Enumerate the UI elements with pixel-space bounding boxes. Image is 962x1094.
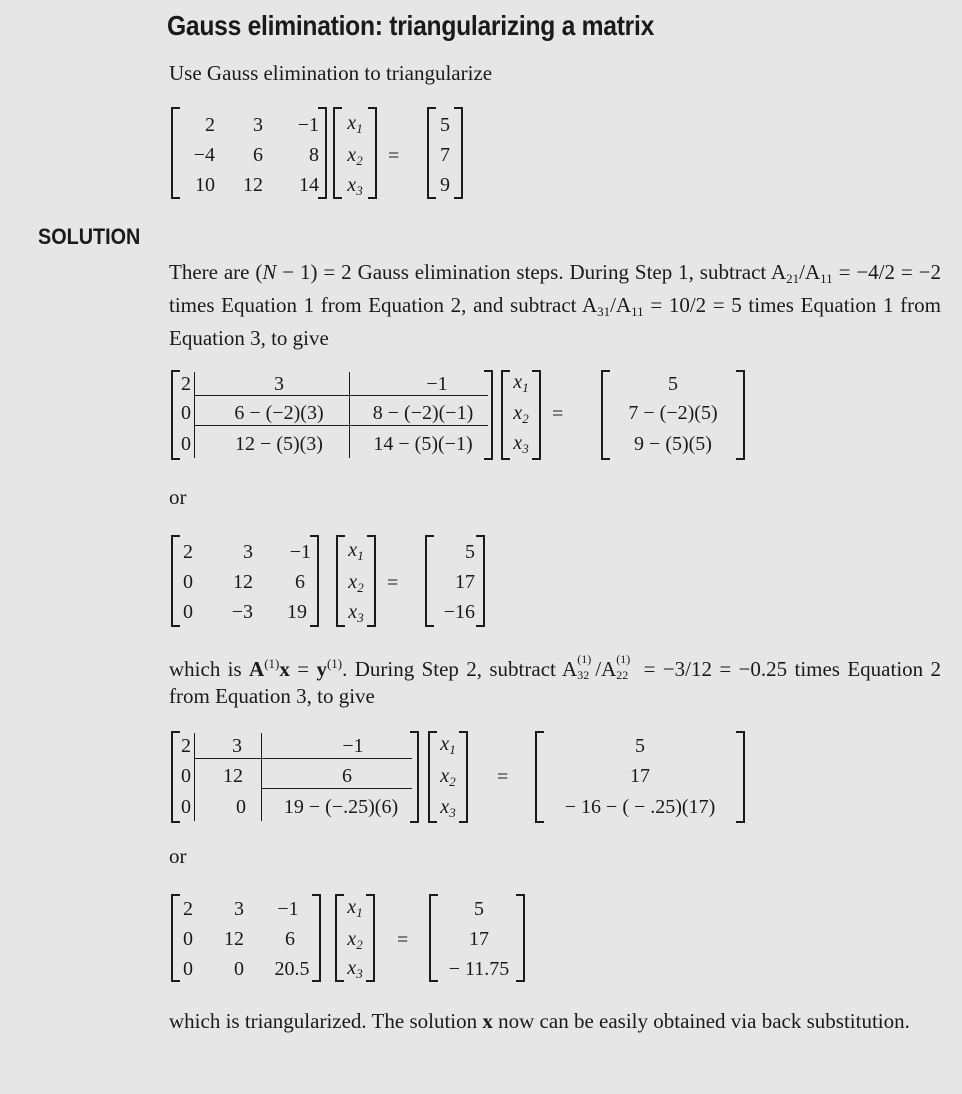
var-x3: $x_3$	[513, 432, 529, 456]
equation-step1-expanded	[171, 370, 751, 460]
vector-cell: −16	[443, 601, 475, 623]
equals-sign: =	[497, 766, 509, 788]
vector-b	[427, 107, 463, 199]
matrix-a	[171, 107, 327, 199]
matrix-a	[171, 370, 493, 460]
vector-x	[335, 894, 375, 982]
var-x3: $x_3$	[440, 796, 456, 820]
matrix-cell: 12	[223, 765, 243, 787]
paragraph-conclusion: which is triangularized. The solution x now can be easily obtained via back substitution.	[169, 1009, 910, 1033]
matrix-cell: 0	[183, 571, 193, 593]
vector-x	[333, 107, 377, 199]
vector-cell: 5	[668, 373, 678, 395]
equals-sign: =	[397, 929, 409, 951]
matrix-cell: 6	[295, 571, 305, 593]
matrix-cell: 14	[299, 174, 319, 196]
vector-cell: 17	[630, 765, 650, 787]
vector-cell: 7	[440, 144, 450, 166]
matrix-cell: −3	[231, 601, 253, 623]
matrix-cell: 8 − (−2)(−1)	[372, 402, 474, 424]
matrix-cell: 19 − (−.25)(6)	[283, 796, 399, 818]
var-x3: $x_3$	[347, 957, 363, 981]
var-x3: $x_3$	[347, 174, 363, 198]
matrix-cell: 0	[234, 958, 244, 980]
vector-cell: 9 − (5)(5)	[634, 433, 712, 455]
vector-cell: 7 − (−2)(5)	[628, 402, 718, 424]
matrix-cell: 0	[183, 601, 193, 623]
equals-sign: =	[387, 572, 399, 594]
matrix-cell: 0	[183, 958, 193, 980]
vector-cell: 5	[635, 735, 645, 757]
equals-sign: =	[388, 145, 400, 167]
matrix-cell: 8	[309, 144, 319, 166]
matrix-cell: −1	[342, 735, 364, 757]
equation-step1-result	[171, 535, 491, 627]
vector-b	[425, 535, 485, 627]
matrix-cell: −1	[289, 541, 311, 563]
matrix-cell: −1	[297, 114, 319, 136]
vector-cell: − 16 − ( − .25)(17)	[564, 796, 716, 818]
matrix-cell: 3	[234, 898, 244, 920]
matrix-cell: 3	[232, 735, 242, 757]
vector-x	[336, 535, 376, 627]
matrix-cell: 0	[236, 796, 246, 818]
matrix-cell: 20.5	[274, 958, 310, 980]
matrix-cell: 0	[181, 402, 191, 424]
matrix-cell: 12	[233, 571, 253, 593]
matrix-cell: 14 − (5)(−1)	[373, 433, 473, 455]
section-title: Gauss elimination: triangularizing a matrix	[167, 10, 655, 41]
matrix-cell: 0	[181, 796, 191, 818]
or-label: or	[169, 485, 187, 509]
var-x1: $x_1$	[513, 371, 529, 395]
vector-b	[535, 731, 745, 823]
matrix-cell: 3	[243, 541, 253, 563]
vector-x	[428, 731, 468, 823]
var-x2: $x_2$	[440, 765, 456, 789]
vector-cell: 5	[440, 114, 450, 136]
var-x3: $x_3$	[348, 601, 364, 625]
matrix-cell: 0	[181, 765, 191, 787]
equation-step2-expanded	[171, 731, 751, 823]
var-x2: $x_2$	[347, 928, 363, 952]
matrix-cell: 3	[274, 373, 284, 395]
matrix-cell: 6	[342, 765, 352, 787]
vector-cell: − 11.75	[448, 958, 510, 980]
or-label: or	[169, 844, 187, 868]
matrix-cell: 6 − (−2)(3)	[234, 402, 324, 424]
matrix-a	[171, 535, 319, 627]
var-x1: $x_1$	[347, 896, 363, 920]
intro-text: Use Gauss elimination to triangularize	[169, 61, 493, 85]
equation-original	[171, 107, 471, 199]
vector-b	[429, 894, 525, 982]
var-x2: $x_2$	[348, 571, 364, 595]
matrix-a	[171, 894, 321, 982]
matrix-cell: 2	[183, 898, 193, 920]
var-x1: $x_1$	[347, 112, 363, 136]
matrix-cell: 2	[205, 114, 215, 136]
var-x1: $x_1$	[440, 733, 456, 757]
equation-step2-result	[171, 894, 531, 982]
matrix-cell: 12	[224, 928, 244, 950]
vector-cell: 5	[465, 541, 475, 563]
matrix-cell: 0	[183, 928, 193, 950]
paragraph-step1: There are (N − 1) = 2 Gauss elimination steps. During Step 1, subtract $A_{21}/A_{11} = -4/2 = -2$ times Equation 1 from Equation 2, and subtract $A_{31}/A_{11} = 10/2 = 5$ times Equation 1 from Equation 3, to give	[169, 260, 941, 350]
var-x2: $x_2$	[347, 144, 363, 168]
vector-cell: 5	[474, 898, 484, 920]
matrix-cell: 19	[287, 601, 307, 623]
matrix-cell: 10	[195, 174, 215, 196]
matrix-cell: 12	[243, 174, 263, 196]
var-x1: $x_1$	[348, 539, 364, 563]
matrix-cell: 6	[285, 928, 295, 950]
vector-b	[601, 370, 745, 460]
vector-cell: 9	[440, 174, 450, 196]
vector-x	[501, 370, 541, 460]
matrix-cell: 3	[253, 114, 263, 136]
matrix-cell: 2	[181, 373, 191, 395]
equals-sign: =	[552, 403, 564, 425]
var-x2: $x_2$	[513, 402, 529, 426]
matrix-cell: 6	[253, 144, 263, 166]
matrix-cell: −4	[193, 144, 215, 166]
vector-cell: 17	[469, 928, 489, 950]
matrix-cell: 2	[181, 735, 191, 757]
matrix-cell: 0	[181, 433, 191, 455]
matrix-a	[171, 731, 419, 823]
vector-cell: 17	[455, 571, 475, 593]
matrix-cell: 2	[183, 541, 193, 563]
paragraph-step2: which is $A^{(1)}x = y^{(1)}$. During Step 2, subtract A (1) 32 /A (1) 22 = −3/12 = −0.25 times Equation 2 from Equation 3, to give	[169, 652, 942, 708]
solution-label: SOLUTION	[38, 224, 141, 249]
matrix-cell: −1	[277, 898, 299, 920]
matrix-cell: 12 − (5)(3)	[235, 433, 323, 455]
matrix-cell: −1	[426, 373, 448, 395]
